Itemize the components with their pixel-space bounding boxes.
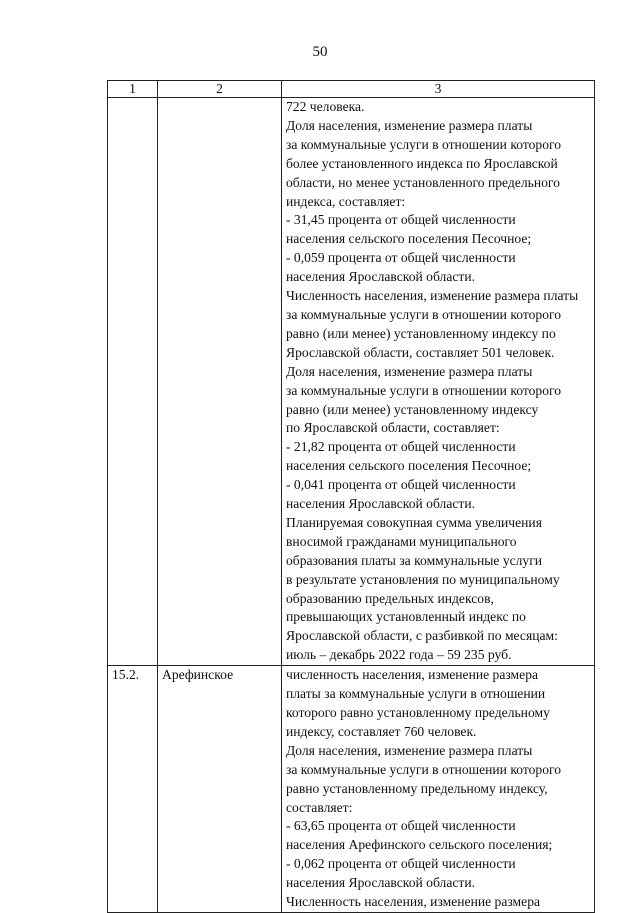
cell-text-line: равно (или менее) установленному индексу по [286, 325, 556, 341]
cell-text-line: превышающих установленный индекс по [286, 609, 526, 625]
cell-text-line: Доля населения, изменение размера платы [286, 742, 533, 758]
cell-text-line: - 31,45 процента от общей численности [286, 212, 516, 228]
header-cell-3: 3 [282, 81, 595, 98]
cell-text-line: 722 человека. [286, 99, 365, 114]
cell-text-line: более установленного индекса по Ярославской [286, 155, 558, 171]
header-cell-1: 1 [108, 81, 158, 98]
cell-text-line: - 0,059 процента от общей численности [286, 250, 516, 266]
cell-text-line: области, но менее установленного предельного [286, 174, 560, 190]
row-name-cell [158, 98, 282, 666]
cell-text-line: образования платы за коммунальные услуги [286, 552, 543, 568]
row-number-cell: 15.2. [108, 666, 158, 913]
cell-text-line: населения Ярославской области. [286, 269, 476, 285]
cell-text-line: - 0,041 процента от общей численности [286, 477, 516, 493]
cell-text-line: индексу, составляет 760 человек. [286, 723, 477, 739]
page-number: 50 [312, 44, 328, 60]
cell-text-line: платы за коммунальные услуги в отношении [286, 686, 546, 702]
cell-text-line: равно (или менее) установленному индексу [286, 401, 539, 417]
row-number-cell [108, 98, 158, 666]
cell-text-line: Ярославской области, с разбивкой по месяцам: [286, 628, 558, 644]
table-header-row [108, 81, 595, 98]
cell-text-line: в результате установления по муниципальному [286, 571, 560, 587]
cell-text-line: Численность населения, изменение размера платы [286, 288, 579, 304]
cell-text-line: равно установленному предельному индексу, [286, 780, 548, 796]
cell-text-line: населения Ярославской области. [286, 496, 476, 512]
cell-text-line: - 63,65 процента от общей численности [286, 818, 516, 834]
cell-text-line: которого равно установленному предельному [286, 705, 550, 720]
cell-text-line: составляет: [286, 799, 353, 815]
cell-text-line: Численность населения, изменение размера [286, 894, 541, 910]
row-text-cell [282, 666, 595, 913]
cell-text-line: вносимой гражданами муниципального [286, 533, 517, 549]
cell-text-line: июль – декабрь 2022 года – 59 235 руб. [286, 647, 512, 663]
cell-text-line: индекса, составляет: [286, 193, 406, 209]
cell-text-line: населения Арефинского сельского поселения; [286, 837, 553, 853]
cell-text-line: Доля населения, изменение размера платы [286, 363, 533, 379]
table-row [108, 666, 595, 913]
cell-text-line: за коммунальные услуги в отношении которого [286, 136, 562, 152]
cell-text-line: - 0,062 процента от общей численности [286, 856, 516, 872]
header-cell-2: 2 [158, 81, 282, 98]
cell-text-line: населения сельского поселения Песочное; [286, 231, 532, 247]
table-row [108, 98, 595, 666]
cell-text-line: за коммунальные услуги в отношении которого [286, 382, 562, 398]
row-name-cell: Арефинское [158, 666, 282, 913]
row-text-cell [282, 98, 595, 666]
cell-text-line: за коммунальные услуги в отношении которого [286, 306, 562, 322]
cell-text-line: образованию предельных индексов, [286, 590, 494, 606]
cell-text-line: Ярославской области, составляет 501 человек. [286, 344, 555, 360]
cell-text-line: - 21,82 процента от общей численности [286, 439, 516, 455]
cell-text-line: по Ярославской области, составляет: [286, 420, 500, 436]
document-table [107, 80, 595, 913]
cell-text-line: населения Ярославской области. [286, 875, 476, 891]
cell-text-line: численность населения, изменение размера [286, 667, 539, 683]
cell-text-line: Планируемая совокупная сумма увеличения [286, 514, 542, 530]
cell-text-line: Доля населения, изменение размера платы [286, 117, 533, 133]
cell-text-line: населения сельского поселения Песочное; [286, 458, 532, 474]
cell-text-line: за коммунальные услуги в отношении которого [286, 761, 562, 777]
